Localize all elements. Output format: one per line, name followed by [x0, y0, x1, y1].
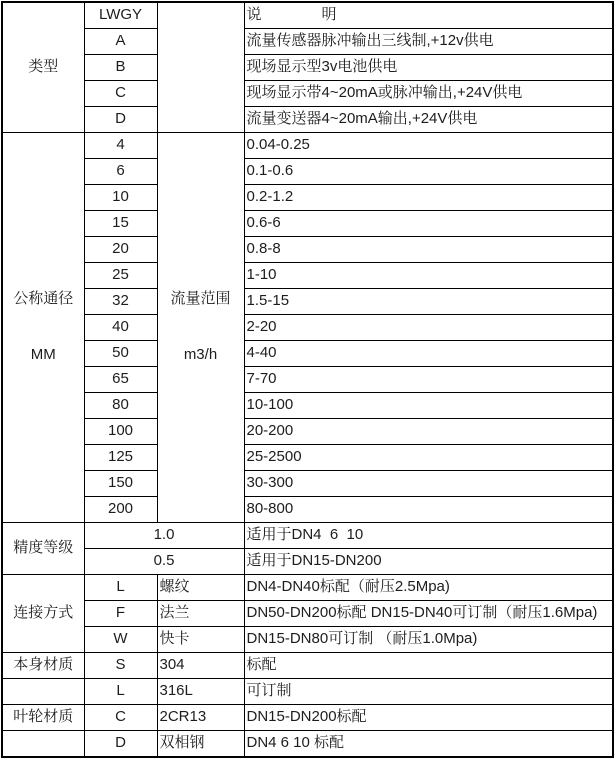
- connection-section-label: 连接方式: [2, 575, 84, 653]
- accuracy-description: 适用于DN15-DN200: [244, 549, 613, 575]
- empty-label-cell: [2, 679, 84, 705]
- type-section-label: 类型: [2, 2, 84, 133]
- dn-row: [2, 133, 613, 159]
- flow-range-value: 1-10: [244, 263, 613, 289]
- type-row-a: [2, 29, 613, 55]
- dn-value: 25: [84, 263, 157, 289]
- model-header: LWGY: [84, 2, 157, 29]
- type-code: C: [84, 81, 157, 107]
- description-header: 说 明: [244, 2, 613, 29]
- flow-range-header-line2: m3/h: [183, 346, 218, 364]
- flow-range-value: 0.04-0.25: [244, 133, 613, 159]
- dn-value: 40: [84, 315, 157, 341]
- type-description: 现场显示带4~20mA或脉冲输出,+24V供电: [244, 81, 613, 107]
- dn-value: 65: [84, 367, 157, 393]
- connection-row: [2, 627, 613, 653]
- dn-row: [2, 367, 613, 393]
- impeller-material-code: C: [84, 705, 157, 731]
- dn-row: [2, 471, 613, 497]
- flow-range-value: 1.5-15: [244, 289, 613, 315]
- type-code: B: [84, 55, 157, 81]
- impeller-material-description: DN15-DN200标配: [244, 705, 613, 731]
- connection-name: 快卡: [157, 627, 244, 653]
- flow-range-header-line1: 流量范围: [170, 290, 231, 307]
- dn-value: 10: [84, 185, 157, 211]
- impeller-material-name: 双相钢: [157, 731, 244, 758]
- spec-table: [1, 1, 614, 758]
- type-header-row: [2, 2, 613, 29]
- body-material-code: S: [84, 653, 157, 679]
- connection-name: 螺纹: [157, 575, 244, 601]
- body-material-name: 304: [157, 653, 244, 679]
- flow-range-value: 2-20: [244, 315, 613, 341]
- dn-row: [2, 497, 613, 523]
- flow-range-value: 20-200: [244, 419, 613, 445]
- connection-description: DN4-DN40标配（耐压2.5Mpa): [244, 575, 613, 601]
- accuracy-value: 1.0: [84, 523, 244, 549]
- flow-range-value: 25-2500: [244, 445, 613, 471]
- dn-value: 100: [84, 419, 157, 445]
- dn-row: [2, 341, 613, 367]
- dn-row: [2, 185, 613, 211]
- diameter-label-line1: 公称通径: [13, 290, 74, 307]
- accuracy-value: 0.5: [84, 549, 244, 575]
- flow-range-value: 10-100: [244, 393, 613, 419]
- type-row-d: [2, 107, 613, 133]
- dn-row: [2, 159, 613, 185]
- dn-value: 150: [84, 471, 157, 497]
- body-material-name: 316L: [157, 679, 244, 705]
- flow-range-value: 30-300: [244, 471, 613, 497]
- dn-value: 6: [84, 159, 157, 185]
- body-material-section-label: 本身材质: [2, 653, 84, 679]
- dn-row: [2, 315, 613, 341]
- flow-range-value: 7-70: [244, 367, 613, 393]
- dn-row: [2, 263, 613, 289]
- connection-code: W: [84, 627, 157, 653]
- impeller-material-section-label: 叶轮材质: [2, 705, 84, 731]
- dn-value: 125: [84, 445, 157, 471]
- impeller-material-row: [2, 731, 613, 758]
- connection-code: F: [84, 601, 157, 627]
- accuracy-row: [2, 549, 613, 575]
- connection-description: DN50-DN200标配 DN15-DN40可订制（耐压1.6Mpa): [244, 601, 613, 627]
- flow-range-header: [157, 133, 244, 523]
- type-description: 流量传感器脉冲输出三线制,+12v供电: [244, 29, 613, 55]
- accuracy-description: 适用于DN4 6 10: [244, 523, 613, 549]
- type-middle-empty-cell: [157, 2, 244, 133]
- connection-row: [2, 575, 613, 601]
- type-row-c: [2, 81, 613, 107]
- connection-name: 法兰: [157, 601, 244, 627]
- empty-label-cell: [2, 731, 84, 758]
- body-material-description: 标配: [244, 653, 613, 679]
- dn-value: 20: [84, 237, 157, 263]
- dn-row: [2, 237, 613, 263]
- impeller-material-code: D: [84, 731, 157, 758]
- flow-range-value: 80-800: [244, 497, 613, 523]
- dn-value: 200: [84, 497, 157, 523]
- dn-value: 32: [84, 289, 157, 315]
- dn-value: 50: [84, 341, 157, 367]
- dn-row: [2, 445, 613, 471]
- flow-range-value: 0.2-1.2: [244, 185, 613, 211]
- impeller-material-description: DN4 6 10 标配: [244, 731, 613, 758]
- connection-description: DN15-DN80可订制 （耐压1.0Mpa): [244, 627, 613, 653]
- dn-row: [2, 211, 613, 237]
- dn-value: 15: [84, 211, 157, 237]
- dn-row: [2, 289, 613, 315]
- flow-range-value: 0.6-6: [244, 211, 613, 237]
- connection-code: L: [84, 575, 157, 601]
- dn-row: [2, 393, 613, 419]
- type-description: 流量变送器4~20mA输出,+24V供电: [244, 107, 613, 133]
- accuracy-section-label: 精度等级: [2, 523, 84, 575]
- body-material-description: 可订制: [244, 679, 613, 705]
- type-code: D: [84, 107, 157, 133]
- impeller-material-name: 2CR13: [157, 705, 244, 731]
- connection-row: [2, 601, 613, 627]
- body-material-row: [2, 653, 613, 679]
- dn-value: 80: [84, 393, 157, 419]
- flow-range-value: 4-40: [244, 341, 613, 367]
- flow-range-value: 0.8-8: [244, 237, 613, 263]
- accuracy-row: [2, 523, 613, 549]
- body-material-row: [2, 679, 613, 705]
- type-description: 现场显示型3v电池供电: [244, 55, 613, 81]
- diameter-section-label: [2, 133, 84, 523]
- flow-range-value: 0.1-0.6: [244, 159, 613, 185]
- body-material-code: L: [84, 679, 157, 705]
- dn-value: 4: [84, 133, 157, 159]
- diameter-label-line2: MM: [30, 346, 56, 364]
- type-code: A: [84, 29, 157, 55]
- type-row-b: [2, 55, 613, 81]
- impeller-material-row: [2, 705, 613, 731]
- dn-row: [2, 419, 613, 445]
